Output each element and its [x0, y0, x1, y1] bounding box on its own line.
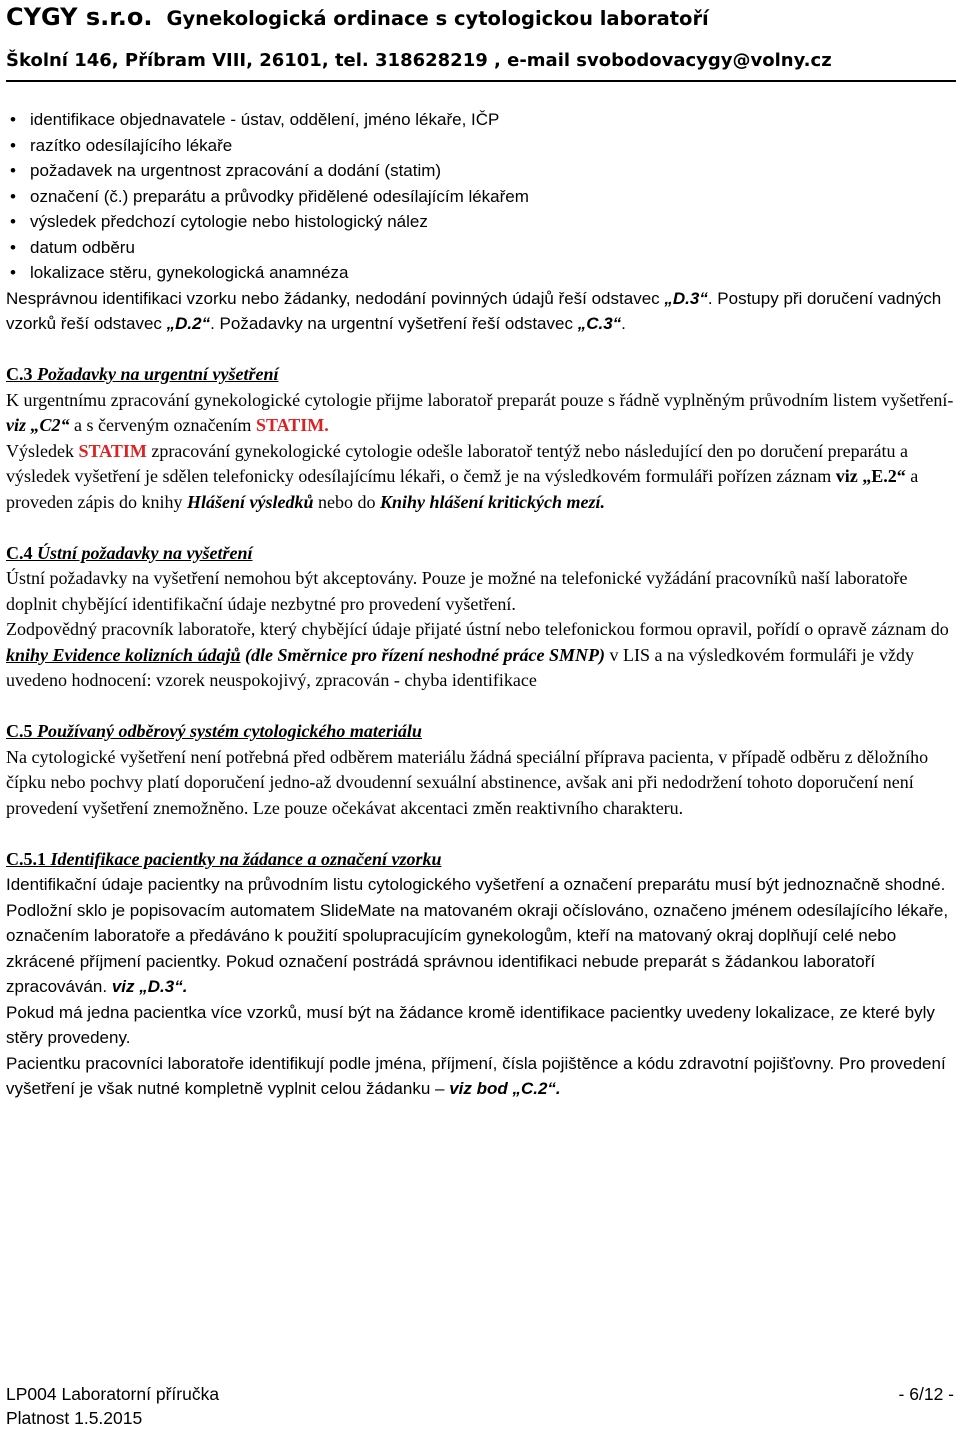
intro-paragraph [6, 286, 954, 337]
paragraph-text: zpracování gynekologické cytologie odešle laboratoř tentýž nebo následující den po doručení preparátu a výsledek vyšetření je sdělen telefonicky odesílajícímu lékaři, o čemž je na výsledkovém formuláři pořízen záznam [6, 440, 909, 486]
c51-paragraph-3 [6, 1051, 954, 1102]
section-number: C.5.1 [6, 848, 46, 869]
header-title-line [6, 2, 956, 34]
statim-label: STATIM [78, 440, 147, 461]
c4-paragraph-2 [6, 617, 954, 694]
c3-paragraph-1 [6, 388, 954, 439]
book-name: Knihy hlášení kritických mezí. [379, 491, 605, 512]
c51-paragraph-2: Pokud má jedna pacientka více vzorků, musí být na žádance kromě identifikace pacientky uvedeny lokalizace, ze které byly stěry provedeny. [6, 1002, 935, 1047]
section-number: C.4 [6, 542, 33, 563]
company-name: CYGY s.r.o. [6, 3, 153, 31]
organization-name: Gynekologická ordinace s cytologickou laboratoří [166, 7, 709, 30]
c51-paragraph-1 [6, 872, 954, 1000]
list-item: • lokalizace stěru, gynekologická anamnéza [6, 260, 954, 286]
document-body [6, 107, 954, 1102]
paragraph-text: Výsledek [6, 440, 79, 461]
book-name: Hlášení výsledků [186, 491, 314, 512]
section-heading-c5 [6, 719, 954, 745]
paragraph-text: Identifikační údaje pacientky na průvodním listu cytologického vyšetření a označení preparátu musí být jednoznačně shodné. Podložní sklo je popisovacím automatem SlideMate na matovaném okraji očíslováno, označeno jménem odesílajícího lékaře, označením laboratoře a předáváno k použití spolupracujícím gynekologům, kteří na matovaný okraj doplňují celé nebo zkrácené příjmení pacientky. Pokud označení postrádá správnou identifikaci nebude preparát s žádankou laboratoří zpracováván. [6, 875, 949, 996]
paragraph-text: Zodpovědný pracovník laboratoře, který chybějící údaje přijaté ústní nebo telefonickou formou opravil, pořídí o opravě záznam do [6, 619, 949, 639]
list-item: • datum odběru [6, 235, 954, 261]
list-item: • označení (č.) preparátu a průvodky přidělené odesílajícím lékařem [6, 184, 954, 210]
requirements-list [6, 107, 954, 286]
section-heading-c3 [6, 362, 954, 388]
intro-text: Nesprávnou identifikaci vzorku nebo žádanky, nedodání povinných údajů řeší odstavec [6, 288, 665, 308]
reference-d2: „D.2“ [166, 314, 211, 333]
validity-date: Platnost 1.5.2015 [6, 1408, 143, 1428]
header-address: Školní 146, Příbram VIII, 26101, tel. 318628219 , e-mail svobodovacygy@volny.cz [6, 50, 832, 71]
list-item: • výsledek předchozí cytologie nebo histologický nález [6, 209, 954, 235]
intro-text: . Požadavky na urgentní vyšetření řeší odstavec [210, 314, 578, 333]
paragraph-text: v LIS a na výsledkovém formuláři je vždy uvedeno hodnocení: vzorek neuspokojivý, zpracován - chyba identifikace [6, 644, 914, 690]
reference-d3: „D.3“ [664, 288, 708, 308]
intro-text: . Postupy při doručení vadných vzorků řeší odstavec [6, 288, 942, 333]
document-name: LP004 Laboratorní příručka [6, 1384, 220, 1404]
reference-c3: „C.3“ [577, 314, 622, 333]
header-divider [6, 80, 956, 82]
book-name: knihy Evidence kolizních údajů [6, 644, 241, 665]
section-number: C.3 [6, 364, 33, 384]
list-item: • požadavek na urgentnost zpracování a dodání (statim) [6, 158, 954, 184]
footer-row [6, 1382, 954, 1406]
reference-c2: viz „C2“ [6, 415, 70, 435]
c4-paragraph-1: Ústní požadavky na vyšetření nemohou být akceptovány. Pouze je možné na telefonické vyžádání pracovníků naší laboratoře doplnit chybějící identifikační údaje nezbytné pro provedení vyšetření. [6, 568, 908, 614]
section-heading-c51 [6, 847, 954, 873]
paragraph-text: a s červeným označením [69, 415, 256, 435]
paragraph-text: Pacientku pracovníci laboratoře identifikují podle jména, příjmení, čísla pojištěnce a kódu zdravotní pojišťovny. Pro provedení vyšetření je však nutné kompletně vyplnit celou žádanku – [6, 1053, 946, 1098]
paragraph-text: K urgentnímu zpracování gynekologické cytologie přijme laboratoř preparát pouze s řádně vyplněným průvodním listem vyšetření- [6, 389, 954, 410]
list-item: • razítko odesílajícího lékaře [6, 133, 954, 159]
reference-c2: viz bod „C.2“. [449, 1079, 561, 1098]
list-item: • identifikace objednavatele - ústav, oddělení, jméno lékaře, IČP [6, 107, 954, 133]
paragraph-text: nebo do [313, 491, 380, 512]
reference-d3: viz „D.3“. [111, 977, 188, 996]
page-number: - 6/12 - [898, 1384, 954, 1404]
page-header [6, 2, 956, 82]
statim-label: STATIM. [255, 415, 329, 435]
reference-e2: viz „E.2“ [835, 466, 906, 486]
paragraph-text: a proveden zápis do knihy [6, 466, 919, 512]
c3-paragraph-2 [6, 439, 954, 516]
section-heading-c4 [6, 541, 954, 567]
section-title: Identifikace pacientky na žádance a označení vzorku [46, 848, 442, 869]
directive-reference: (dle Směrnice pro řízení neshodné práce SMNP) [245, 644, 606, 665]
section-title: Ústní požadavky na vyšetření [32, 542, 253, 563]
section-number: C.5 [6, 721, 33, 741]
page-footer [6, 1382, 954, 1430]
c5-paragraph-1: Na cytologické vyšetření není potřebná před odběrem materiálu žádná speciální příprava pacienta, v případě odběru z děložního čípku nebo pochvy platí doporučení jedno-až dvoudenní sexuální abstinence, avšak ani při nedodržení tohoto doporučení není provedení vyšetření znemožněno. Lze pouze očekávat akcentaci změn reaktivního charakteru. [6, 746, 929, 818]
section-title: Požadavky na urgentní vyšetření [32, 364, 279, 384]
intro-text: . [621, 314, 626, 333]
section-title: Používaný odběrový systém cytologického materiálu [32, 721, 422, 741]
